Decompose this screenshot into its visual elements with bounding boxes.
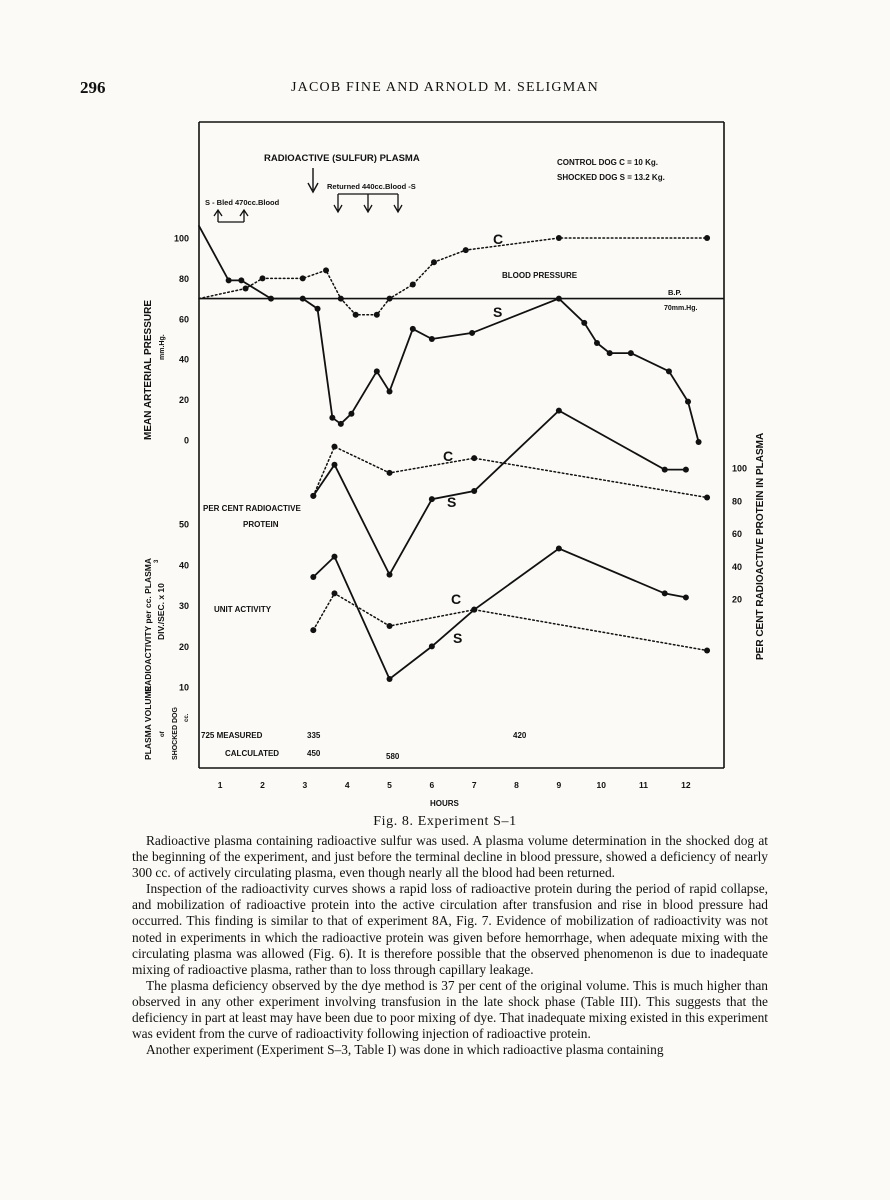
blood-pressure-S-point-5 bbox=[315, 306, 321, 312]
bp-reference-label: B.P. bbox=[668, 288, 682, 297]
x-tick-4: 4 bbox=[344, 780, 350, 790]
unit-activity-S-point-7 bbox=[683, 594, 689, 600]
per-cent-radioactive-protein-y-tick-20: 20 bbox=[732, 594, 743, 605]
unit-activity-label-c: C bbox=[451, 591, 462, 607]
per-cent-radioactive-protein-S-point-4 bbox=[471, 488, 477, 494]
bp-curve-label-s: S bbox=[493, 304, 503, 320]
paragraph-3: The plasma deficiency observed by the dye method is 37 per cent of the original volume. This is much higher than observed in any other experiment involving transfusion in the late shock phase (Table III). This suggests that the deficiency in part at least may have been due to poor mixing of dye. That inadequate mixing existed in this experiment was evident from the curve of radioactivity following injection of radioactive protein. bbox=[132, 977, 768, 1042]
bled-label: S - Bled 470cc.Blood bbox=[205, 198, 280, 207]
radioactivity-y-axis-exponent: 3 bbox=[154, 559, 160, 563]
blood-pressure-C-point-4 bbox=[323, 267, 329, 273]
blood-pressure-S-point-3 bbox=[268, 296, 274, 302]
chart-marks bbox=[199, 226, 724, 682]
unit-activity-C-point-4 bbox=[704, 647, 710, 653]
calculated-value-hour-3: 450 bbox=[307, 749, 321, 758]
plasma-volume-y-axis-label-1: PLASMA VOLUME bbox=[143, 685, 153, 760]
bp-curve-label-c: C bbox=[493, 231, 504, 247]
measured-value-hour-3: 335 bbox=[307, 731, 321, 740]
blood-pressure-S-point-20 bbox=[685, 399, 691, 405]
blood-pressure-S-point-13 bbox=[469, 330, 475, 336]
blood-pressure-S-point-14 bbox=[556, 296, 562, 302]
per-cent-radioactive-protein-S-point-2 bbox=[387, 572, 393, 578]
blood-pressure-label: BLOOD PRESSURE bbox=[502, 271, 578, 280]
per-cent-radioactive-protein-C-point-4 bbox=[704, 495, 710, 501]
x-tick-2: 2 bbox=[260, 780, 265, 790]
blood-pressure-C-point-13 bbox=[704, 235, 710, 241]
chart-annotations bbox=[203, 153, 698, 646]
unit-activity-S-point-6 bbox=[662, 590, 668, 596]
returned-blood-arrows bbox=[334, 194, 402, 212]
blood-pressure-S-point-16 bbox=[594, 340, 600, 346]
blood-pressure-S-point-8 bbox=[348, 411, 354, 417]
plasma-volume-y-axis-label-2: of bbox=[160, 731, 166, 737]
paragraph-2: Inspection of the radioactivity curves shows a rapid loss of radioactive protein during the period of rapid collapse, and mobilization of radioactive protein into the active circulation after transfusion and rise in blood pressure had occurred. This finding is similar to that of experiment 8A, Fig. 7. Evidence of mobilization of radioactivity was not noted in experiments in which the radioactive protein was given before hemorrhage, when adequate mixing with the circulating plasma was allowed (Fig. 6). It is therefore possible that the observed phenomenon is due to inadequate mixing of radioactive plasma, rather than to loss through capillary leakage. bbox=[132, 881, 768, 977]
unit-activity-C-point-1 bbox=[331, 590, 337, 596]
plasma-volume-y-axis-label-3: SHOCKED DOG bbox=[172, 707, 179, 760]
per-cent-radioactive-protein-S-point-1 bbox=[331, 462, 337, 468]
blood-pressure-S-point-1 bbox=[226, 277, 232, 283]
blood-pressure-C-point-1 bbox=[243, 286, 249, 292]
bled-brackets bbox=[214, 210, 248, 222]
x-tick-1: 1 bbox=[217, 780, 223, 790]
measured-label: 725 MEASURED bbox=[201, 731, 263, 740]
blood-pressure-S-point-6 bbox=[329, 415, 335, 421]
control-dog-label: CONTROL DOG C = 10 Kg. bbox=[557, 158, 658, 167]
x-tick-11: 11 bbox=[639, 780, 649, 790]
paragraph-4: Another experiment (Experiment S–3, Table I) was done in which radioactive plasma containing bbox=[146, 1042, 664, 1058]
blood-pressure-C-point-10 bbox=[431, 259, 437, 265]
unit-activity-label-s: S bbox=[453, 630, 463, 646]
per-cent-radioactive-protein-series-S bbox=[313, 411, 686, 575]
figure-caption: Fig. 8. Experiment S–1 bbox=[373, 814, 517, 829]
body-text bbox=[132, 833, 768, 1058]
blood-pressure-S-point-18 bbox=[628, 350, 634, 356]
blood-pressure-S-point-11 bbox=[410, 326, 416, 332]
blood-pressure-S-point-15 bbox=[581, 320, 587, 326]
unit-activity-C-point-0 bbox=[310, 627, 316, 633]
protein-right-axis-label: PER CENT RADIOACTIVE PROTEIN IN PLASMA bbox=[755, 432, 766, 660]
unit-activity-C-point-2 bbox=[387, 623, 393, 629]
x-tick-10: 10 bbox=[596, 780, 606, 790]
plasma-volume-y-axis-label-4: cc. bbox=[184, 713, 190, 722]
running-head: JACOB FINE AND ARNOLD M. SELIGMAN bbox=[291, 80, 599, 95]
x-tick-3: 3 bbox=[302, 780, 308, 790]
blood-pressure-S-point-12 bbox=[429, 336, 435, 342]
protein-curve-label-s: S bbox=[447, 494, 457, 510]
shocked-dog-label: SHOCKED DOG S = 13.2 Kg. bbox=[557, 173, 665, 182]
blood-pressure-S-point-4 bbox=[300, 296, 306, 302]
x-tick-7: 7 bbox=[471, 780, 477, 790]
calculated-value-hour-5: 580 bbox=[386, 752, 400, 761]
x-tick-5: 5 bbox=[387, 780, 392, 790]
per-cent-radioactive-protein-y-tick-100: 100 bbox=[732, 463, 748, 474]
returned-blood-label: Returned 440cc.Blood -S bbox=[327, 182, 416, 191]
blood-pressure-y-tick-100: 100 bbox=[173, 233, 189, 244]
blood-pressure-C-point-11 bbox=[463, 247, 469, 253]
blood-pressure-S-point-10 bbox=[387, 389, 393, 395]
blood-pressure-C-point-6 bbox=[353, 312, 359, 318]
measured-value-hour-8: 420 bbox=[513, 731, 527, 740]
per-cent-radioactive-protein-y-tick-60: 60 bbox=[732, 529, 743, 540]
bp-y-axis-label: MEAN ARTERIAL PRESSURE bbox=[143, 299, 154, 440]
blood-pressure-C-point-7 bbox=[374, 312, 380, 318]
calculated-label: CALCULATED bbox=[225, 749, 280, 758]
bp-y-axis-unit: mm.Hg. bbox=[159, 334, 166, 360]
paragraph-1: Radioactive plasma containing radioactive sulfur was used. A plasma volume determination in the shocked dog at the beginning of the experiment, and just before the terminal decline in blood pressure, showed a deficiency of nearly 300 cc. of actively circulating plasma, even though nearly all the blood had been returned. bbox=[132, 833, 768, 881]
blood-pressure-S-point-9 bbox=[374, 368, 380, 374]
per-cent-radioactive-protein-S-point-3 bbox=[429, 496, 435, 502]
blood-pressure-y-tick-40: 40 bbox=[178, 354, 189, 365]
unit-activity-y-tick-20: 20 bbox=[178, 641, 189, 652]
unit-activity-S-point-0 bbox=[310, 574, 316, 580]
x-tick-8: 8 bbox=[514, 780, 519, 790]
blood-pressure-C-point-12 bbox=[556, 235, 562, 241]
unit-activity-label: UNIT ACTIVITY bbox=[214, 605, 272, 614]
per-cent-radioactive-protein-S-point-6 bbox=[662, 467, 668, 473]
plasma-volume-table bbox=[201, 731, 527, 761]
blood-pressure-S-point-7 bbox=[338, 421, 344, 427]
unit-activity-y-tick-50: 50 bbox=[178, 519, 189, 530]
protein-curve-label-c: C bbox=[443, 448, 454, 464]
x-tick-12: 12 bbox=[681, 780, 691, 790]
blood-pressure-C-point-9 bbox=[410, 281, 416, 287]
unit-activity-y-tick-40: 40 bbox=[178, 560, 189, 571]
radioactivity-y-axis-unit: DIV./SEC. x 10 bbox=[156, 583, 166, 640]
per-cent-radioactive-protein-S-point-5 bbox=[556, 408, 562, 414]
per-cent-radioactive-protein-S-point-7 bbox=[683, 467, 689, 473]
per-cent-radioactive-protein-C-point-1 bbox=[331, 444, 337, 450]
blood-pressure-S-point-21 bbox=[696, 439, 702, 445]
blood-pressure-y-tick-80: 80 bbox=[178, 273, 189, 284]
page-number: 296 bbox=[80, 78, 106, 97]
blood-pressure-series-C bbox=[199, 238, 707, 315]
blood-pressure-C-point-5 bbox=[338, 296, 344, 302]
blood-pressure-S-point-17 bbox=[607, 350, 613, 356]
per-cent-protein-label-1: PER CENT RADIOACTIVE bbox=[203, 504, 301, 513]
x-axis-label: HOURS bbox=[430, 799, 459, 808]
per-cent-radioactive-protein-series-C bbox=[313, 447, 707, 498]
unit-activity-y-tick-10: 10 bbox=[178, 682, 189, 693]
chart-frame bbox=[199, 122, 724, 768]
blood-pressure-y-tick-20: 20 bbox=[178, 395, 189, 406]
unit-activity-S-point-1 bbox=[331, 554, 337, 560]
blood-pressure-S-point-19 bbox=[666, 368, 672, 374]
per-cent-radioactive-protein-S-point-0 bbox=[310, 493, 316, 499]
x-tick-9: 9 bbox=[556, 780, 562, 790]
blood-pressure-C-point-2 bbox=[260, 275, 266, 281]
per-cent-radioactive-protein-y-tick-80: 80 bbox=[732, 496, 743, 507]
unit-activity-S-point-5 bbox=[556, 545, 562, 551]
unit-activity-y-tick-30: 30 bbox=[178, 601, 189, 612]
blood-pressure-C-point-3 bbox=[300, 275, 306, 281]
per-cent-radioactive-protein-y-tick-40: 40 bbox=[732, 561, 743, 572]
radioactive-plasma-label: RADIOACTIVE (SULFUR) PLASMA bbox=[264, 153, 420, 164]
x-tick-6: 6 bbox=[429, 780, 435, 790]
blood-pressure-C-point-8 bbox=[387, 296, 393, 302]
blood-pressure-S-point-2 bbox=[238, 277, 244, 283]
radioactivity-y-axis-label: RADIOACTIVITY per cc. PLASMA bbox=[143, 558, 153, 692]
blood-pressure-y-tick-60: 60 bbox=[178, 314, 189, 325]
blood-pressure-y-tick-0: 0 bbox=[183, 435, 189, 446]
bp-reference-value: 70mm.Hg. bbox=[664, 305, 698, 312]
unit-activity-S-point-3 bbox=[429, 643, 435, 649]
unit-activity-S-point-4 bbox=[471, 607, 477, 613]
blood-pressure-series-S bbox=[199, 226, 699, 442]
per-cent-radioactive-protein-C-point-2 bbox=[387, 470, 393, 476]
per-cent-radioactive-protein-C-point-3 bbox=[471, 455, 477, 461]
unit-activity-S-point-2 bbox=[387, 676, 393, 682]
per-cent-protein-label-2: PROTEIN bbox=[243, 520, 279, 529]
